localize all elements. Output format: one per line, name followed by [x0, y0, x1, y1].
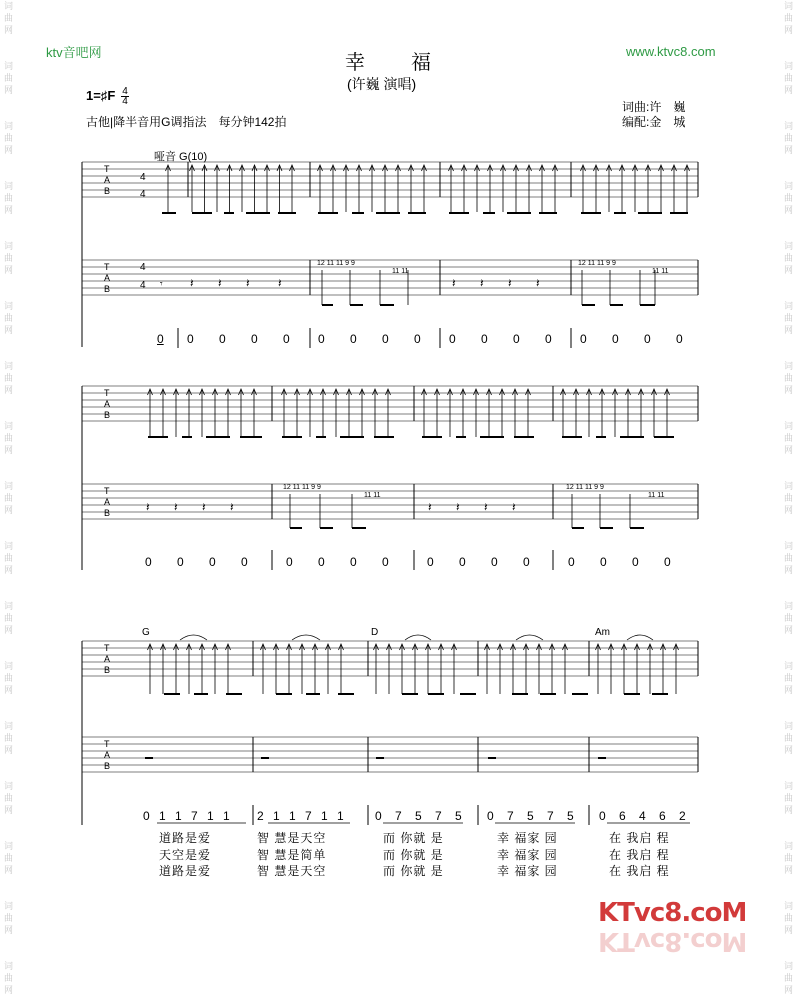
melody-0: 0 1 1 7 1 1 — [143, 809, 233, 823]
watermark-right: 词 曲 网 词 曲 网 词 曲 网 词 曲 网 词 曲 网 词 曲 网 词 曲 网 词 曲 网 词 曲 网 词 曲 网 词 曲 网 词 曲 网 词 曲 网 词 曲 网 词 曲 网 词 曲 网 词 曲 网 — [784, 1, 794, 995]
chord-am: Am — [595, 627, 610, 638]
chord-g: G — [142, 627, 150, 638]
fret-numbers: 11 11 — [648, 492, 665, 499]
watermark-left: 词 曲 网 词 曲 网 词 曲 网 词 曲 网 词 曲 网 词 曲 网 词 曲 网 词 曲 网 词 曲 网 词 曲 网 词 曲 网 词 曲 网 词 曲 网 词 曲 网 词 曲 网 词 曲 网 词 曲 网 — [4, 1, 14, 995]
quarter-rest: 𝄽 — [480, 276, 484, 290]
song-title: 幸 福 — [345, 52, 433, 74]
tab-letter-a: A — [104, 497, 111, 507]
quarter-rest: 𝄽 — [218, 276, 222, 290]
quarter-rest: 𝄽 — [484, 500, 488, 514]
fret-numbers: 11 11 — [364, 492, 381, 499]
lyric-2-4: 在 我启 程 — [609, 848, 670, 862]
time-sig: 4 — [140, 262, 146, 273]
singer-credit: (许巍 演唱) — [347, 76, 417, 92]
site-url[interactable]: www.ktvc8.com — [626, 44, 716, 59]
quarter-rest: 𝄽 — [278, 276, 282, 290]
chord-d: D — [371, 627, 379, 638]
arranger-credit: 编配:金 城 — [622, 115, 686, 129]
lyric-3-3: 幸 福家 园 — [497, 864, 558, 878]
lyric-3-4: 在 我启 程 — [609, 864, 670, 878]
fret-numbers: 12 11 11 9 9 — [283, 484, 321, 491]
tab-letter-a: A — [104, 273, 111, 283]
time-top: 4 — [122, 86, 128, 97]
tie — [516, 635, 543, 640]
lyric-1-3: 幸 福家 园 — [497, 831, 558, 845]
lyric-1-0: 道路是爱 — [159, 831, 212, 845]
tab-letter-t: T — [104, 643, 110, 653]
tab-letter-b: B — [104, 761, 111, 771]
fret-numbers: 11 11 — [392, 268, 409, 275]
time-sig: 4 — [140, 189, 146, 200]
lyric-2-0: 天空是爱 — [159, 848, 212, 862]
num-row2-1: 0 0 0 0 — [286, 555, 400, 569]
quarter-rest: 𝄽 — [230, 500, 234, 514]
lyric-3-0: 道路是爱 — [159, 864, 212, 878]
num-row1-2: 0 0 0 0 — [318, 332, 432, 346]
quarter-rest: 𝄽 — [174, 500, 178, 514]
fret-numbers: 12 11 11 9 9 — [317, 260, 355, 267]
tie — [627, 635, 653, 640]
tie — [292, 635, 320, 640]
fret-numbers: 11 11 — [652, 268, 669, 275]
melody-1: 2 1 1 7 1 1 — [257, 809, 347, 823]
mute-label: 哑音 G(10) — [154, 151, 208, 163]
num-row2-3: 0 0 0 0 — [568, 555, 682, 569]
num-row2-0: 0 0 0 0 — [145, 555, 259, 569]
lyric-1-2: 而 你就 是 — [383, 831, 444, 845]
quarter-rest: 𝄽 — [456, 500, 460, 514]
tab-letter-b: B — [104, 665, 111, 675]
quarter-rest: 𝄽 — [512, 500, 516, 514]
quarter-rest: 𝄽 — [508, 276, 512, 290]
brand-logo-reflection: KTvc8.coM — [598, 926, 747, 956]
quarter-rest: 𝄽 — [190, 276, 194, 290]
tab-letter-t: T — [104, 486, 110, 496]
lyric-1-1: 智 慧是天空 — [257, 831, 327, 845]
time-sig: 4 — [140, 280, 146, 291]
num-row1-0: 0 — [157, 332, 164, 346]
tab-letter-b: B — [104, 410, 111, 420]
lyric-3-2: 而 你就 是 — [383, 864, 444, 878]
site-logo[interactable]: ktv音吧网 — [46, 45, 102, 60]
num-row2-2: 0 0 0 0 — [427, 555, 541, 569]
tab-letter-a: A — [104, 399, 111, 409]
time-bottom: 4 — [122, 96, 128, 107]
fret-numbers: 12 11 11 9 9 — [578, 260, 616, 267]
tab-letter-a: A — [104, 654, 111, 664]
tab-letter-t: T — [104, 262, 110, 272]
lyric-2-3: 幸 福家 园 — [497, 848, 558, 862]
tab-letter-b: B — [104, 508, 111, 518]
tie — [405, 635, 431, 640]
tie — [180, 635, 207, 640]
quarter-rest: 𝄽 — [536, 276, 540, 290]
tab-letter-b: B — [104, 284, 111, 294]
lyric-2-2: 而 你就 是 — [383, 848, 444, 862]
tab-letter-t: T — [104, 164, 110, 174]
eighth-rest: 𝄾 — [160, 279, 163, 290]
tab-letter-t: T — [104, 388, 110, 398]
lyricist-credit: 词曲:许 巍 — [622, 100, 686, 114]
quarter-rest: 𝄽 — [246, 276, 250, 290]
quarter-rest: 𝄽 — [428, 500, 432, 514]
tab-letter-t: T — [104, 739, 110, 749]
quarter-rest: 𝄽 — [202, 500, 206, 514]
lyric-1-4: 在 我启 程 — [609, 831, 670, 845]
melody-3: 0 7 5 7 5 — [487, 809, 579, 823]
fret-numbers: 12 11 11 9 9 — [566, 484, 604, 491]
key-signature: 1=♯F — [86, 88, 116, 103]
brand-logo[interactable]: KTvc8.coM — [598, 898, 747, 928]
num-row1-3: 0 0 0 0 — [449, 332, 563, 346]
melody-4: 0 6 4 6 2 — [599, 809, 691, 823]
time-sig: 4 — [140, 172, 146, 183]
num-row1-1: 0 0 0 0 — [187, 332, 301, 346]
quarter-rest: 𝄽 — [146, 500, 150, 514]
num-row1-4: 0 0 0 0 — [580, 332, 694, 346]
tab-letter-a: A — [104, 750, 111, 760]
lyric-2-1: 智 慧是简单 — [257, 848, 327, 862]
guitar-info: 古他|降半音用G调指法 每分钟142拍 — [86, 115, 287, 129]
melody-2: 0 7 5 7 5 — [375, 809, 467, 823]
lyric-3-1: 智 慧是天空 — [257, 864, 327, 878]
quarter-rest: 𝄽 — [452, 276, 456, 290]
tab-letter-a: A — [104, 175, 111, 185]
tab-letter-b: B — [104, 186, 111, 196]
